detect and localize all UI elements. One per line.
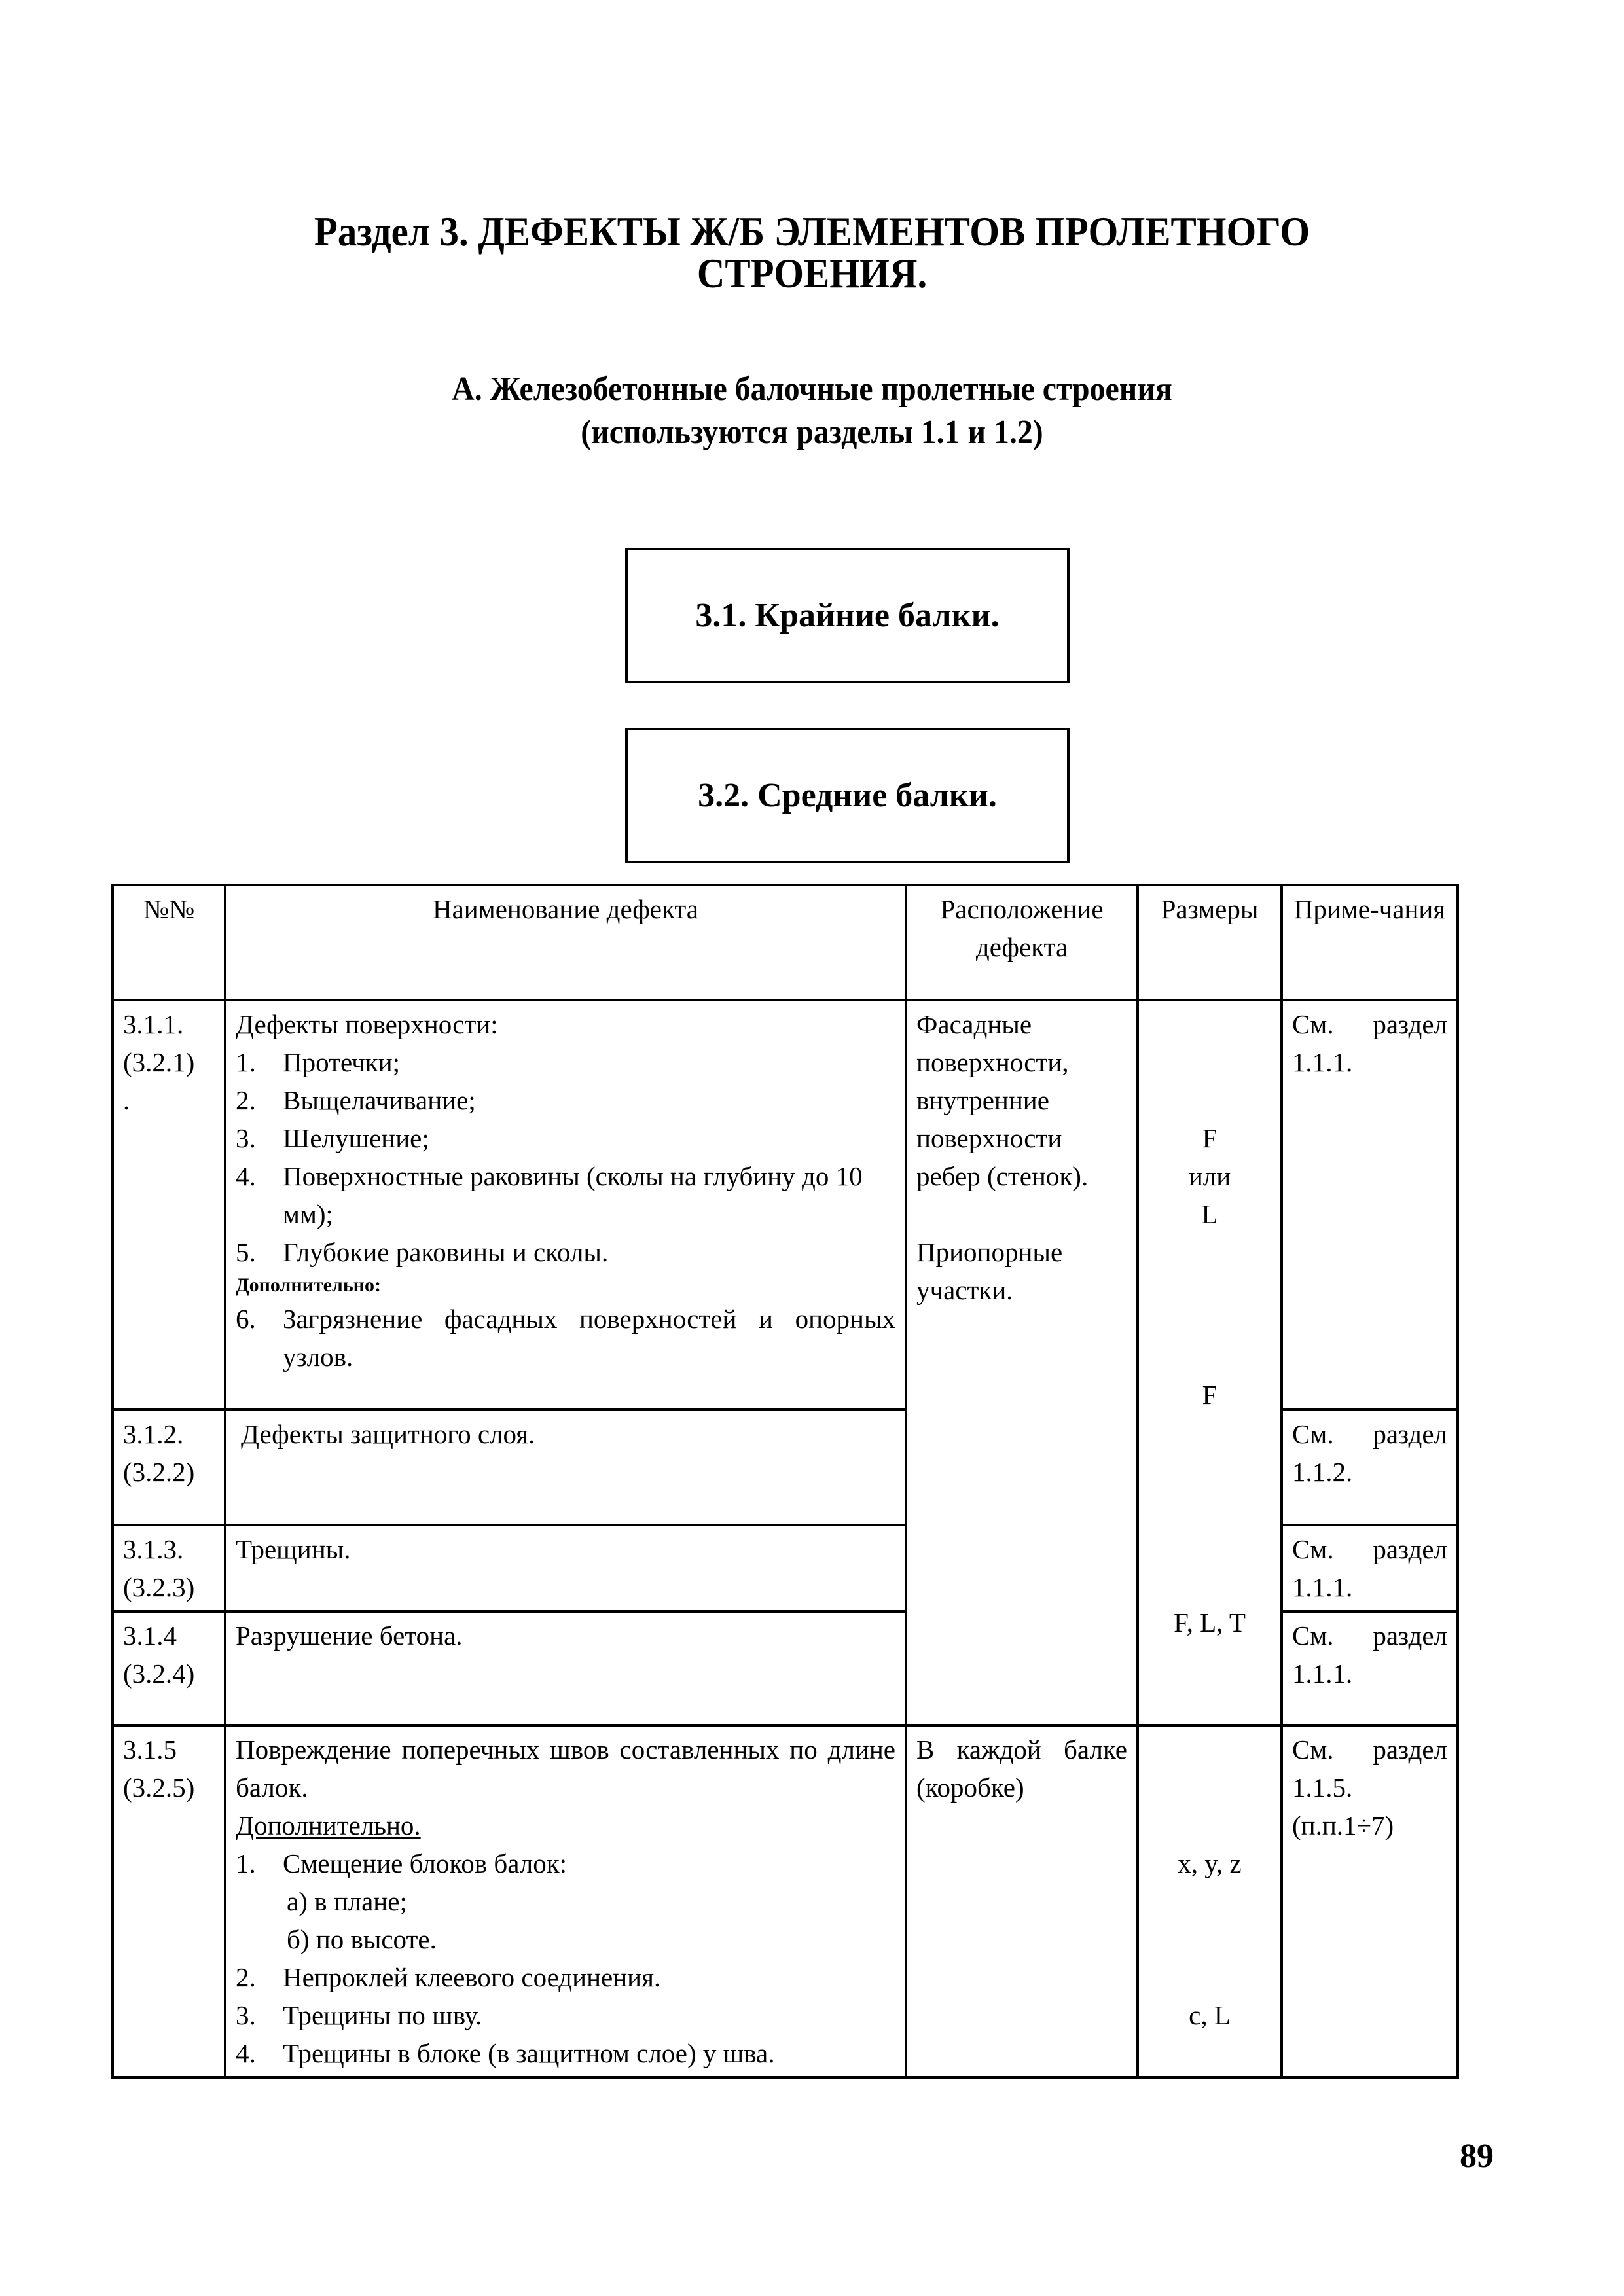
section-title-line2: СТРОЕНИЯ. xyxy=(696,250,928,296)
location-text-1: Фасадные поверхности, внутренние поверхности ребер (стенок). xyxy=(916,1009,1089,1191)
additional-list xyxy=(236,1300,895,1376)
subsection-title-line1: А. Железобетонные балочные пролетные строения xyxy=(452,370,1172,408)
notes-text-2: (п.п.1÷7) xyxy=(1292,1810,1394,1840)
header-notes: Приме-чания xyxy=(1282,885,1458,1000)
table-header-row xyxy=(113,885,1458,1000)
item-text: Глубокие раковины и сколы. xyxy=(283,1237,609,1267)
defect-name-cell xyxy=(225,1525,906,1611)
row-number: 3.1.4 xyxy=(123,1621,177,1651)
list-item xyxy=(236,1300,895,1376)
defect-title: Повреждение поперечных швов составленных по длине балок. xyxy=(236,1734,895,1803)
item-number: 3. xyxy=(236,2000,256,2030)
additional-label: Дополнительно. xyxy=(236,1810,421,1840)
item-number: 5. xyxy=(236,1237,256,1267)
item-number xyxy=(236,1920,283,1958)
list-sub-item xyxy=(236,1882,895,1920)
notes-cell: См. раздел 1.1.1. xyxy=(1282,1611,1458,1725)
row-number: 3.1.2. xyxy=(123,1419,184,1449)
row-number-cell xyxy=(113,1525,225,1611)
list-item xyxy=(236,1119,895,1157)
item-text: Шелушение; xyxy=(283,1123,429,1153)
defect-title: Дефекты защитного слоя. xyxy=(241,1419,535,1449)
outer-beams-label: 3.1. Крайние балки. xyxy=(695,597,1000,634)
sizes-value: или xyxy=(1188,1161,1231,1191)
item-text: Трещины по шву. xyxy=(283,2000,482,2030)
location-cell-merged xyxy=(906,1000,1138,1725)
list-item xyxy=(236,1996,895,2034)
location-cell: В каждой балке (коробке) xyxy=(906,1725,1138,2077)
list-item xyxy=(236,1043,895,1081)
defect-name-cell xyxy=(225,1000,906,1410)
header-name: Наименование дефекта xyxy=(225,885,906,1000)
item-number xyxy=(236,1882,283,1920)
defect-list xyxy=(236,1844,895,2072)
item-text: Загрязнение фасадных поверхностей и опорных узлов. xyxy=(283,1304,895,1372)
list-item xyxy=(236,1157,895,1233)
defect-title: Дефекты поверхности: xyxy=(236,1009,498,1039)
notes-cell xyxy=(1282,1725,1458,2077)
list-item xyxy=(236,2034,895,2072)
notes-cell: См. раздел 1.1.1. xyxy=(1282,1525,1458,1611)
sizes-value: x, y, z xyxy=(1178,1848,1242,1878)
middle-beams-label: 3.2. Средние балки. xyxy=(698,777,997,814)
header-sizes: Размеры xyxy=(1138,885,1282,1000)
sizes-cell-merged xyxy=(1138,1000,1282,1725)
page-number: 89 xyxy=(1460,2138,1494,2175)
sizes-value: c, L xyxy=(1189,2000,1231,2030)
sizes-value: F xyxy=(1202,1380,1218,1410)
list-sub-item xyxy=(236,1920,895,1958)
list-item xyxy=(236,1958,895,1996)
item-text: Смещение блоков балок: xyxy=(283,1848,568,1878)
item-number: 6. xyxy=(236,1304,256,1334)
row-number: 3.1.5 xyxy=(123,1734,177,1765)
row-alt-number: (3.2.3) xyxy=(123,1572,195,1602)
section-title-line1: Раздел 3. ДЕФЕКТЫ Ж/Б ЭЛЕМЕНТОВ ПРОЛЕТНОГО xyxy=(314,208,1310,255)
notes-text: См. раздел 1.1.5. xyxy=(1292,1734,1447,1803)
additional-label: Дополнительно: xyxy=(236,1274,381,1296)
sizes-value: F, L, T xyxy=(1174,1607,1246,1638)
list-item xyxy=(236,1844,895,1882)
item-number: 4. xyxy=(236,2038,256,2068)
item-number: 1. xyxy=(236,1047,256,1077)
item-number: 1. xyxy=(236,1848,256,1878)
row-alt-number: (3.2.1) xyxy=(123,1047,195,1077)
list-item xyxy=(236,1233,895,1271)
subsection-title-line2: (используются разделы 1.1 и 1.2) xyxy=(581,414,1043,451)
row-alt-number: (3.2.2) xyxy=(123,1457,195,1487)
defect-title: Трещины. xyxy=(236,1534,351,1564)
location-text-2: Приопорные участки. xyxy=(916,1237,1063,1305)
table-row xyxy=(113,1000,1458,1410)
row-alt-number: (3.2.4) xyxy=(123,1659,195,1689)
defect-name-cell xyxy=(225,1725,906,2077)
row-number: 3.1.1. xyxy=(123,1009,184,1039)
item-text: Поверхностные раковины (сколы на глубину до 10 мм); xyxy=(283,1161,863,1229)
item-text: Трещины в блоке (в защитном слое) у шва. xyxy=(283,2038,775,2068)
defect-title: Разрушение бетона. xyxy=(236,1621,463,1651)
item-number: 3. xyxy=(236,1123,256,1153)
outer-beams-box xyxy=(625,548,1070,683)
defect-name-cell xyxy=(225,1611,906,1725)
row-number-cell xyxy=(113,1000,225,1410)
item-text: а) в плане; xyxy=(287,1886,407,1916)
table-row xyxy=(113,1725,1458,2077)
defects-table xyxy=(111,884,1459,2079)
item-text: Непроклей клеевого соединения. xyxy=(283,1962,661,1992)
middle-beams-box xyxy=(625,728,1070,863)
notes-cell: См. раздел 1.1.1. xyxy=(1282,1000,1458,1410)
sizes-cell xyxy=(1138,1725,1282,2077)
row-number-cell xyxy=(113,1611,225,1725)
sizes-value: F xyxy=(1202,1123,1218,1153)
item-text: б) по высоте. xyxy=(287,1924,437,1954)
item-text: Протечки; xyxy=(283,1047,401,1077)
row-number-cell xyxy=(113,1410,225,1525)
header-location: Расположение дефекта xyxy=(906,885,1138,1000)
row-number: 3.1.3. xyxy=(123,1534,184,1564)
header-num: №№ xyxy=(113,885,225,1000)
item-text: Выщелачивание; xyxy=(283,1085,476,1115)
defect-name-cell xyxy=(225,1410,906,1525)
defect-list xyxy=(236,1043,895,1271)
item-number: 2. xyxy=(236,1962,256,1992)
notes-cell: См. раздел 1.1.2. xyxy=(1282,1410,1458,1525)
list-item xyxy=(236,1081,895,1119)
item-number: 4. xyxy=(236,1161,256,1191)
sizes-value: L xyxy=(1201,1199,1218,1229)
row-alt-suffix: . xyxy=(123,1085,130,1115)
row-alt-number: (3.2.5) xyxy=(123,1772,195,1803)
item-number: 2. xyxy=(236,1085,256,1115)
row-number-cell xyxy=(113,1725,225,2077)
